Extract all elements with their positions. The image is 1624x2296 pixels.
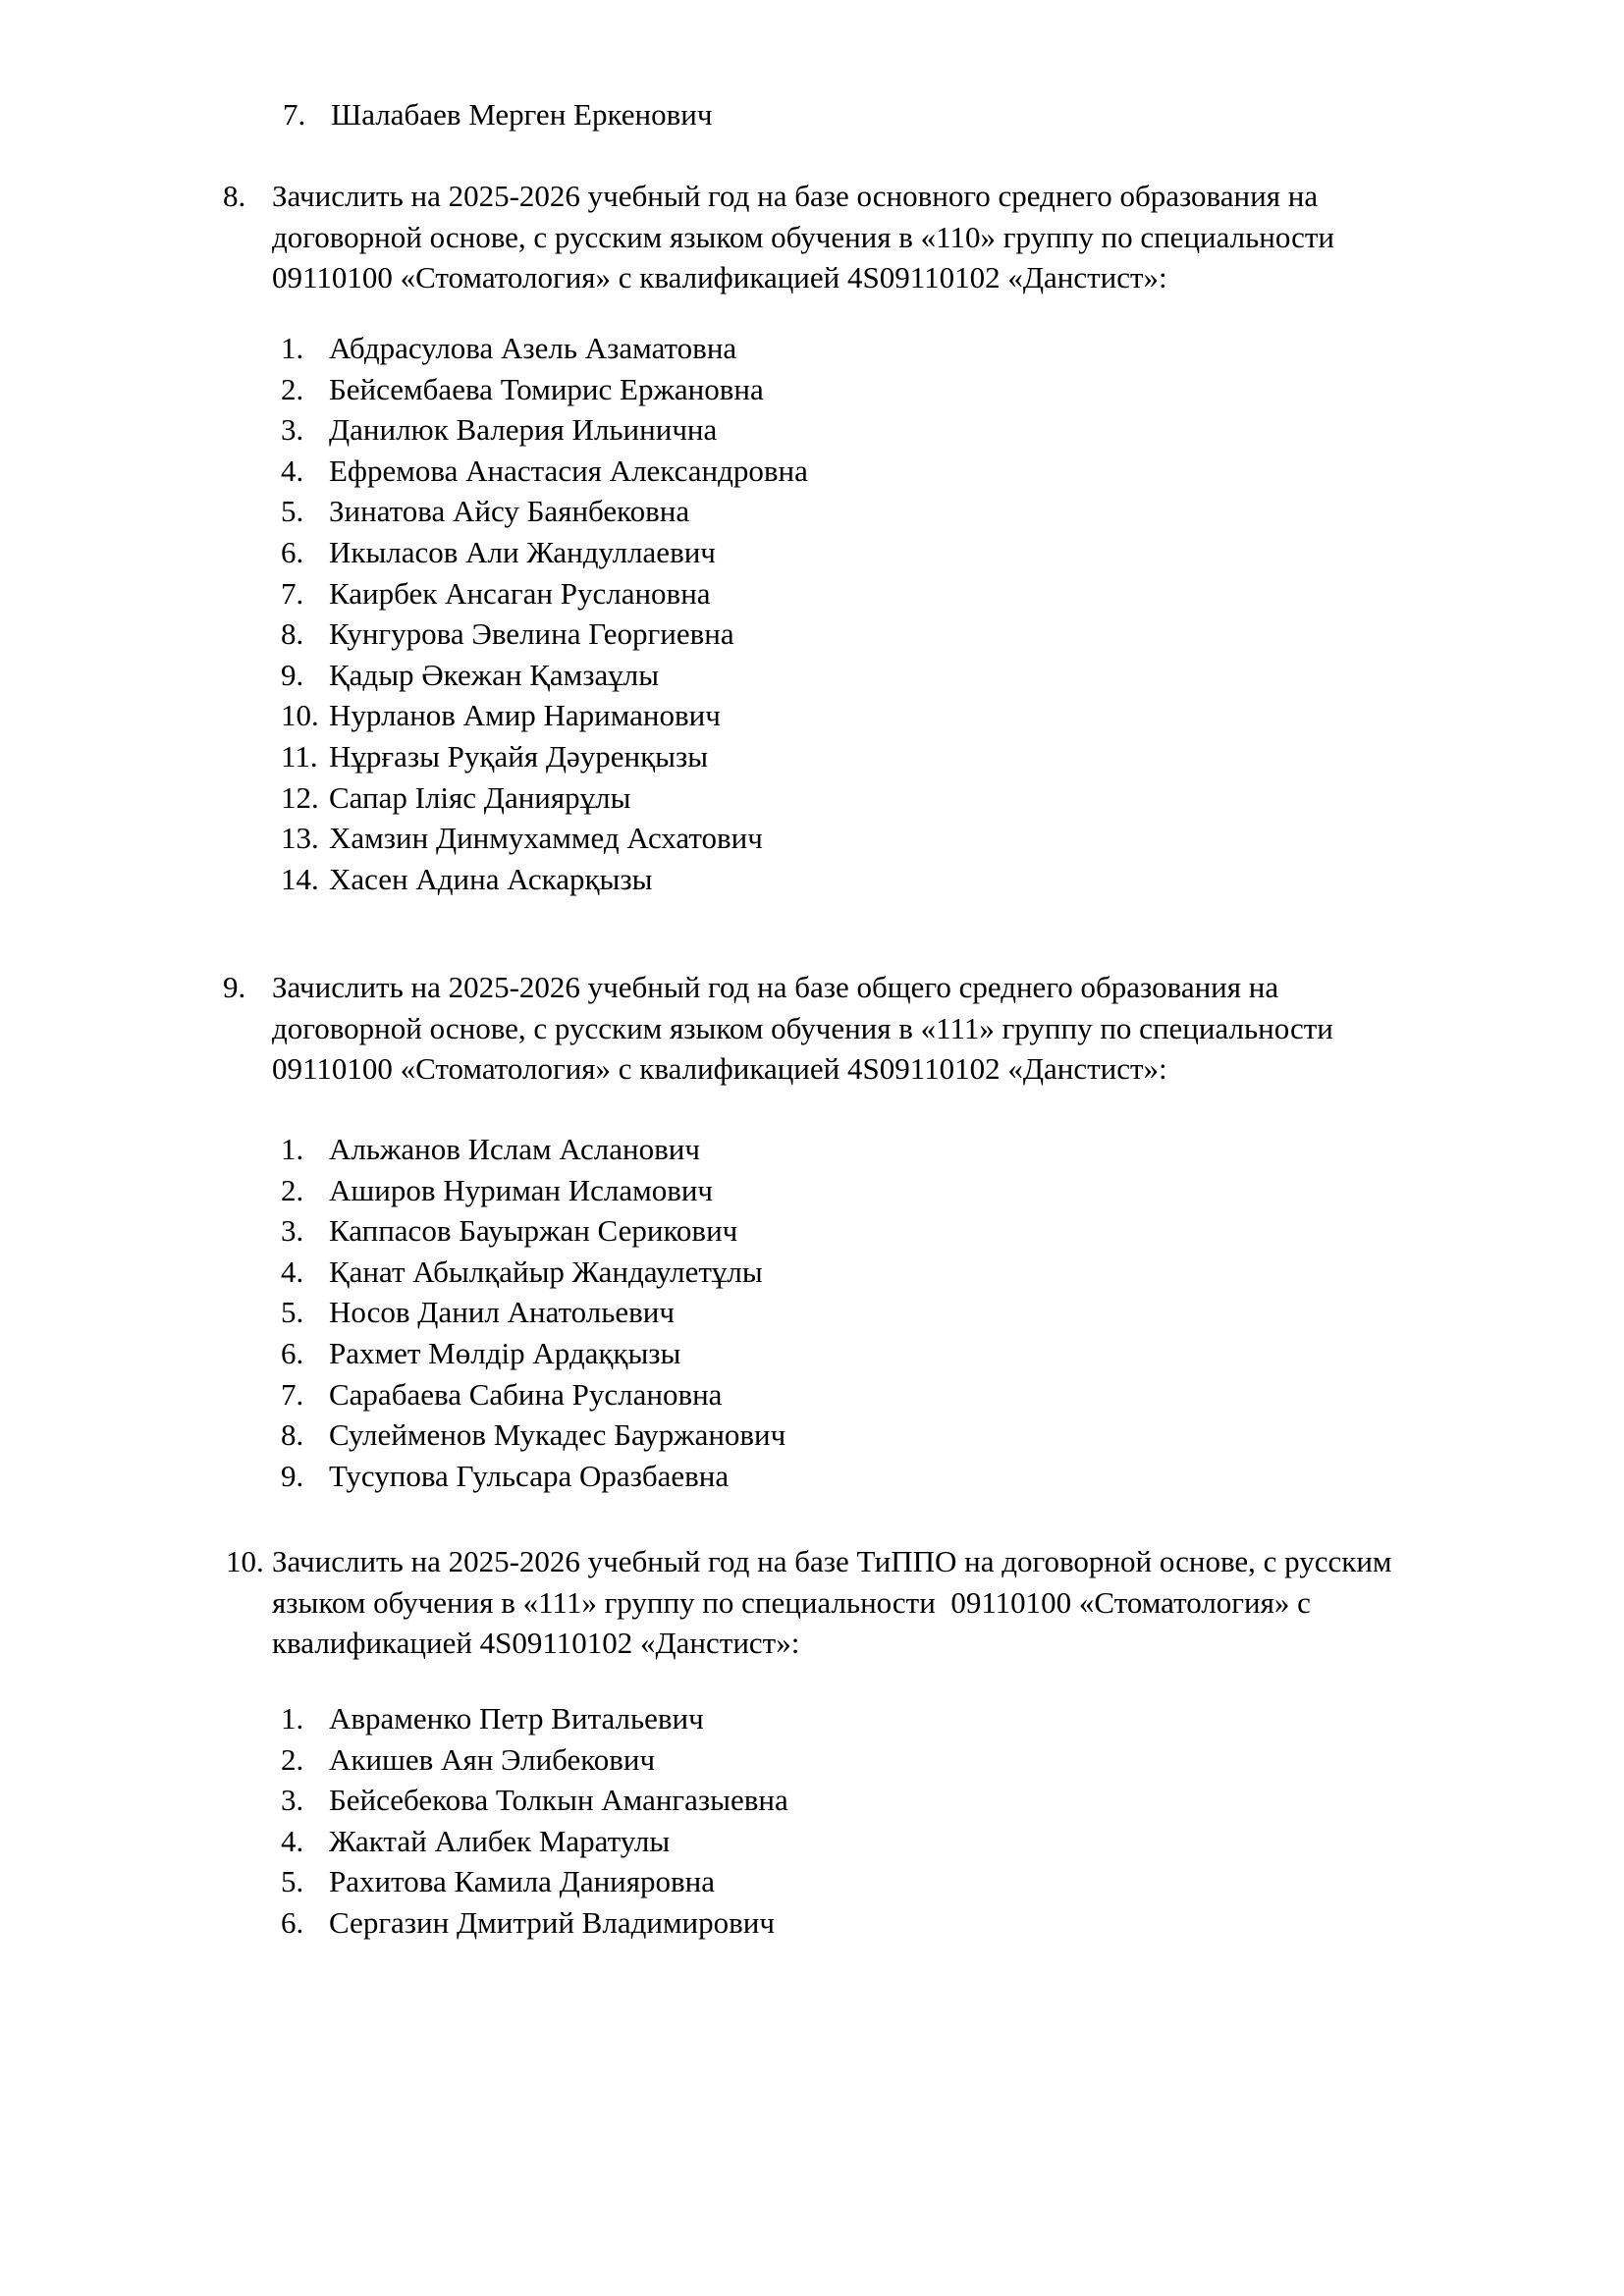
student-name: Абдрасулова Азель Азаматовна	[329, 331, 737, 365]
section-number: 8.	[223, 179, 246, 213]
list-item-number: 7.	[281, 1376, 304, 1412]
paragraph-line: квалификацией 4S09110102 «Данстист»:	[272, 1626, 800, 1661]
student-name: Бейсебекова Толкын Амангазыевна	[329, 1783, 788, 1818]
student-name: Данилюк Валерия Ильинична	[329, 412, 718, 448]
paragraph-line: языком обучения в «111» группу по специальности 09110100 «Стоматология» с	[272, 1584, 1311, 1620]
student-name: Икыласов Али Жандуллаевич	[329, 534, 716, 569]
paragraph-line: 09110100 «Стоматология» с квалификацией 4S09110102 «Данстист»:	[272, 260, 1167, 295]
section-number: 9.	[223, 970, 246, 1004]
student-name: Акишев Аян Элибекович	[329, 1741, 656, 1777]
list-item-number: 1.	[281, 331, 304, 365]
student-name: Зинатова Айсу Баянбековна	[329, 494, 690, 529]
list-item-number: 3.	[281, 1213, 304, 1249]
student-name: Авраменко Петр Витальевич	[329, 1701, 704, 1735]
student-name: Сапар Іліяс Данияр​ұлы	[329, 779, 631, 815]
list-item-number: 9.	[281, 1458, 304, 1493]
student-name: Аширов Нуриман Исламович	[329, 1172, 714, 1207]
list-item-number: 4.	[281, 1823, 304, 1858]
student-name: Альжанов Ислам Асланович	[329, 1132, 700, 1166]
student-name: Кунгурова Эвелина Георгиевна	[329, 616, 734, 652]
list-item-number: 8.	[281, 1417, 304, 1453]
student-name: Рахмет Мөлдір Ардаққызы	[329, 1335, 681, 1370]
list-item-number: 4.	[281, 1254, 304, 1289]
student-name: Хасен Адина Аскарқызы	[329, 861, 653, 896]
list-item-number: 1.	[281, 1701, 304, 1735]
list-item-number: 7.	[281, 575, 304, 611]
paragraph-line: Зачислить на 2025-2026 учебный год на базе общего среднего образования на	[272, 970, 1279, 1004]
list-item-number: 12.	[281, 779, 319, 815]
paragraph-line: договорной основе, с русским языком обучения в «111» группу по специальности	[272, 1010, 1333, 1045]
student-name: Шалабаев Мерген Еркенович	[331, 97, 713, 132]
list-item-number: 3.	[281, 412, 304, 448]
list-item-number: 6.	[281, 1335, 304, 1370]
list-item-number: 6.	[281, 1904, 304, 1940]
list-item-number: 2.	[281, 1172, 304, 1207]
list-item-number: 10.	[281, 698, 319, 733]
list-item-number: 1.	[281, 1132, 304, 1166]
section-number: 10.	[226, 1544, 264, 1578]
list-item-number: 3.	[281, 1783, 304, 1818]
student-name: Нурланов Амир Нариманович	[329, 698, 721, 733]
student-name: Ефремова Анастасия Александровна	[329, 453, 808, 488]
student-name: Бейсембаева Томирис Ержановна	[329, 371, 764, 406]
paragraph-line: 09110100 «Стоматология» с квалификацией 4S09110102 «Данстист»:	[272, 1051, 1167, 1087]
student-name: Рахитова Камила Данияровна	[329, 1864, 716, 1899]
list-item-number: 5.	[281, 1295, 304, 1330]
section-8-paragraph	[223, 176, 1334, 298]
list-item-number: 6.	[281, 534, 304, 569]
list-item-number: 5.	[281, 1864, 304, 1899]
list-item-number: 11.	[281, 738, 318, 774]
student-name: Каппасов Бауыржан Серикович	[329, 1213, 738, 1249]
student-name: Жактай Алибек Маратулы	[329, 1823, 671, 1858]
student-name: Нұрғазы Руқайя Дәуренқызы	[329, 738, 709, 774]
list-item-number: 2.	[281, 371, 304, 406]
paragraph-line: Зачислить на 2025-2026 учебный год на базе основного среднего образования на	[272, 179, 1319, 213]
paragraph-line: Зачислить на 2025-2026 учебный год на базе ТиППО на договорной основе, с русским	[272, 1544, 1392, 1578]
student-name: Қадыр Әкежан Қамзаұлы	[329, 657, 660, 692]
list-item-number: 8.	[281, 616, 304, 652]
list-item-number: 5.	[281, 494, 304, 529]
list-item-number: 7.	[283, 97, 306, 132]
student-name: Хамзин Динмухаммед Асхатович	[329, 821, 763, 856]
list-item-number: 2.	[281, 1741, 304, 1777]
list-item-number: 4.	[281, 453, 304, 488]
student-name: Носов Данил Анатольевич	[329, 1295, 675, 1330]
list-item-number: 13.	[281, 821, 319, 856]
student-name: Каирбек Ансаган Руслановна	[329, 575, 711, 611]
student-name: Сулейменов Мукадес Бауржанович	[329, 1417, 786, 1453]
list-item-number: 14.	[281, 861, 319, 896]
paragraph-line: договорной основе, с русским языком обучения в «110» группу по специальности	[272, 219, 1335, 254]
section-9-paragraph	[223, 967, 1333, 1090]
student-name: Тусупова Гульсара Оразбаевна	[329, 1458, 730, 1493]
student-name: Сарабаева Сабина Руслановна	[329, 1376, 723, 1412]
student-name: Сергазин Дмитрий Владимирович	[329, 1904, 775, 1940]
list-item-number: 9.	[281, 657, 304, 692]
section-10-paragraph	[226, 1541, 1392, 1664]
student-name: Қанат Абылқайыр Жандаулетұлы	[329, 1254, 763, 1289]
